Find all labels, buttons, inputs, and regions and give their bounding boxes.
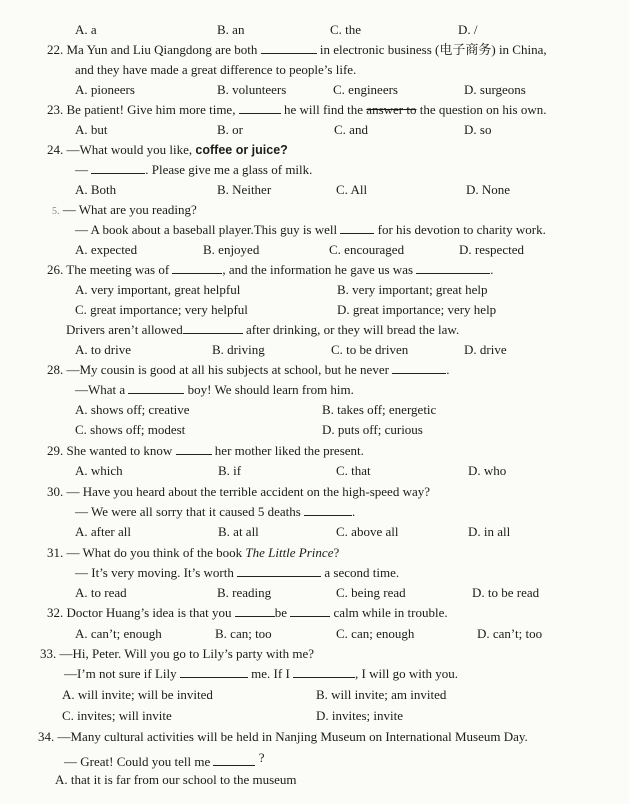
question-26: 26. The meeting was of , and the information he gave us was . — [47, 262, 494, 277]
question-number: 34. — [38, 729, 55, 744]
option-d: D. puts off; curious — [322, 422, 423, 437]
answer-blank — [261, 42, 317, 54]
option-b: B. will invite; am invited — [316, 687, 447, 702]
option-c: C. can; enough — [336, 626, 415, 641]
option-c: C. great importance; very helpful — [75, 302, 248, 317]
question-28-answer: —What a boy! We should learn from him. — [75, 382, 354, 397]
option-a: A. very important, great helpful — [75, 282, 241, 297]
option-c: C. that — [336, 463, 371, 478]
option-d: D. so — [464, 122, 492, 137]
question-34-answer: — Great! Could you tell me ? — [64, 750, 265, 769]
answer-blank — [176, 443, 212, 455]
answer-blank — [392, 362, 446, 374]
option-c: C. All — [336, 182, 368, 197]
option-a: A. Both — [75, 182, 117, 197]
question-number: 28. — [47, 362, 64, 377]
question-23: 23. Be patient! Give him more time, he will find the answer to the question on his own. — [47, 102, 547, 117]
question-number: 22. — [47, 42, 64, 57]
option-b: B. an — [217, 22, 245, 37]
option-a: A. after all — [75, 524, 131, 539]
answer-blank — [183, 322, 243, 334]
option-c: C. encouraged — [329, 242, 405, 257]
option-c: C. engineers — [333, 82, 398, 97]
option-c: C. above all — [336, 524, 399, 539]
option-d: D. drive — [464, 342, 507, 357]
question-29: 29. She wanted to know her mother liked the present. — [47, 443, 364, 458]
answer-blank — [340, 222, 374, 234]
book-title: The Little Prince — [245, 545, 334, 560]
question-number: 26. — [47, 262, 64, 277]
option-a: A. pioneers — [75, 82, 135, 97]
option-a: A. but — [75, 122, 108, 137]
question-25-answer: — A book about a baseball player.This guy is well for his devotion to charity work. — [75, 222, 546, 237]
question-32: 32. Doctor Huang’s idea is that you be calm while in trouble. — [47, 605, 448, 620]
question-31-answer: — It’s very moving. It’s worth a second time. — [75, 565, 400, 580]
question-number: 30. — [47, 484, 64, 499]
option-d: D. who — [468, 463, 507, 478]
question-number: 5. — [52, 206, 60, 217]
option-d: D. in all — [468, 524, 511, 539]
question-33-answer: —I’m not sure if Lily me. If I , I will go with you. — [64, 666, 458, 681]
answer-blank — [293, 666, 355, 678]
answer-blank — [239, 102, 281, 114]
option-b: B. takes off; energetic — [322, 402, 437, 417]
option-b: B. volunteers — [217, 82, 287, 97]
option-a: A. expected — [75, 242, 138, 257]
answer-blank — [235, 605, 275, 617]
question-27: Drivers aren’t allowed after drinking, or they will bread the law. — [66, 322, 460, 337]
question-33: 33. —Hi, Peter. Will you go to Lily’s party with me? — [40, 646, 315, 661]
option-b: B. enjoyed — [203, 242, 260, 257]
question-number: 29. — [47, 443, 64, 458]
option-d: D. to be read — [472, 585, 540, 600]
option-b: B. Neither — [217, 182, 272, 197]
option-d: D. can’t; too — [477, 626, 543, 641]
answer-blank — [91, 162, 145, 174]
question-22-cont: and they have made a great difference to people’s life. — [75, 62, 357, 77]
option-c: C. and — [334, 122, 368, 137]
question-number: 33. — [40, 646, 57, 661]
question-30: 30. — Have you heard about the terrible accident on the high-speed way? — [47, 484, 430, 499]
option-b: B. can; too — [215, 626, 272, 641]
question-24-answer: — . Please give me a glass of milk. — [75, 162, 313, 177]
answer-blank — [416, 262, 490, 274]
option-a: A. to drive — [75, 342, 131, 357]
answer-blank — [180, 666, 248, 678]
option-a: A. shows off; creative — [75, 402, 190, 417]
question-22: 22. Ma Yun and Liu Qiangdong are both in electronic business (电子商务) in China, — [47, 42, 547, 57]
question-number: 32. — [47, 605, 64, 620]
option-d: D. invites; invite — [316, 708, 404, 723]
option-a: A. can’t; enough — [75, 626, 162, 641]
option-c: C. being read — [336, 585, 406, 600]
question-25: 5. — What are you reading? — [52, 202, 197, 217]
question-number: 23. — [47, 102, 64, 117]
question-34: 34. —Many cultural activities will be held in Nanjing Museum on International Museum Day. — [38, 729, 528, 744]
option-a: A. will invite; will be invited — [62, 687, 213, 702]
answer-blank — [213, 754, 255, 766]
question-30-answer: — We were all sorry that it caused 5 deaths . — [75, 504, 356, 519]
option-d: D. / — [458, 22, 478, 37]
option-a: A. which — [75, 463, 123, 478]
option-b: B. if — [218, 463, 242, 478]
question-24: 24. —What would you like, coffee or juice? — [47, 142, 288, 157]
option-c: C. invites; will invite — [62, 708, 172, 723]
option-b: B. or — [217, 122, 243, 137]
option-c: C. shows off; modest — [75, 422, 186, 437]
question-28: 28. —My cousin is good at all his subjects at school, but he never . — [47, 362, 450, 377]
option-b: B. reading — [217, 585, 272, 600]
handwritten-text: coffee or juice? — [195, 143, 288, 157]
option-c: C. to be driven — [331, 342, 409, 357]
option-a: A. that it is far from our school to the museum — [55, 772, 297, 787]
option-a: A. to read — [75, 585, 127, 600]
answer-blank — [128, 382, 184, 394]
option-b: B. driving — [212, 342, 265, 357]
option-c: C. the — [330, 22, 362, 37]
option-d: D. great importance; very help — [337, 302, 497, 317]
question-number: 24. — [47, 142, 64, 157]
struck-text: answer to — [366, 102, 417, 117]
answer-blank — [290, 605, 330, 617]
answer-blank — [172, 262, 222, 274]
question-31: 31. — What do you think of the book The Little Prince? — [47, 545, 340, 560]
option-b: B. at all — [218, 524, 259, 539]
answer-blank — [304, 504, 352, 516]
answer-blank — [237, 565, 321, 577]
option-a: A. a — [75, 22, 97, 37]
option-d: D. None — [466, 182, 511, 197]
option-b: B. very important; great help — [337, 282, 488, 297]
option-d: D. surgeons — [464, 82, 526, 97]
option-d: D. respected — [459, 242, 524, 257]
question-number: 31. — [47, 545, 64, 560]
